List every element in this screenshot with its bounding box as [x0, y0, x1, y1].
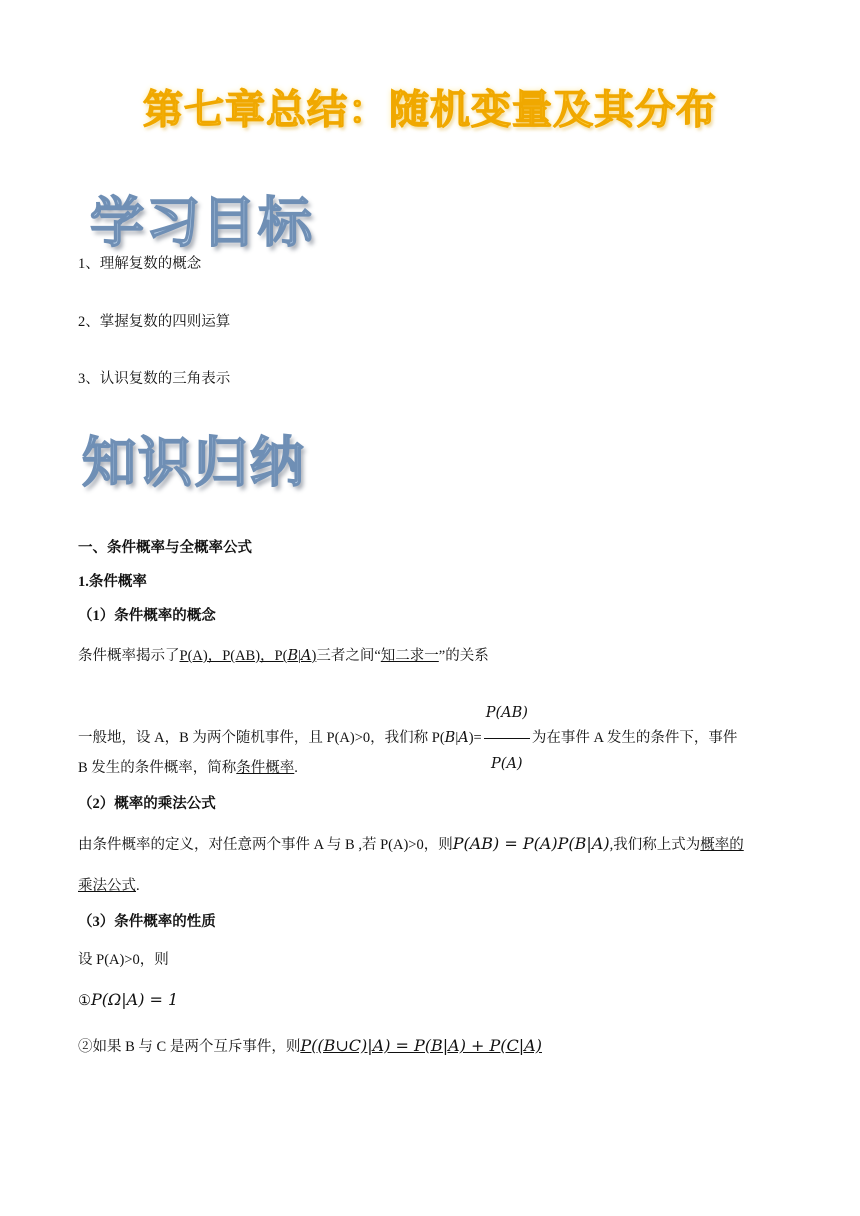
term-conditional-probability: 条件概率 [236, 760, 295, 776]
paragraph-multiplication [78, 834, 744, 855]
fraction [484, 690, 530, 787]
fraction-numerator: P(AB) [484, 690, 530, 739]
property-2: ②如果 B 与 C 是两个互斥事件，则P((B∪C)|A) = P(B|A) + P(C|A) [78, 1036, 542, 1055]
term-multiplication-rule-cont: 乘法公式 [78, 878, 136, 894]
subsection-heading: 1.条件概率 [78, 574, 147, 590]
objective-item: 1、理解复数的概念 [78, 256, 202, 272]
formula-multiplication: P(AB) = P(A)P(B|A) [452, 834, 610, 853]
property-1: ①P(Ω|A) = 1 [78, 990, 179, 1009]
term-quote: 知二求一 [380, 648, 439, 664]
text: 三者之间“ [316, 648, 381, 664]
objective-item: 2、掌握复数的四则运算 [78, 314, 231, 330]
term-probabilities: P(A)，P(AB)，P(B|A) [179, 648, 317, 664]
paragraph-definition-cont: B 发生的条件概率，简称条件概率. [78, 760, 298, 776]
term-multiplication-rule: 概率的 [700, 837, 744, 853]
item-heading: （2）概率的乘法公式 [78, 796, 216, 812]
text: 条件概率揭示了 [78, 648, 180, 664]
text: 一般地，设 A，B 为两个随机事件，且 P(A)>0，我们称 P( [78, 729, 445, 746]
text: 由条件概率的定义，对任意两个事件 A 与 B ,若 P(A)>0，则 [78, 837, 453, 853]
item-heading: （1）条件概率的概念 [78, 608, 216, 624]
section-heading: 一、条件概率与全概率公式 [78, 540, 252, 556]
paragraph-multiplication-cont: 乘法公式. [78, 878, 140, 894]
fraction-denominator: P(A) [491, 756, 523, 772]
item-heading: （3）条件概率的性质 [78, 914, 216, 930]
paragraph-assumption: 设 P(A)>0，则 [78, 952, 169, 968]
page-title: 第七章总结：随机变量及其分布 [143, 87, 717, 133]
paragraph-concept [78, 646, 489, 666]
paragraph-definition: 一般地，设 A，B 为两个随机事件，且 P(A)>0，我们称 P(B|A)= $\frac{P(AB)}{P(A)}$ 为在事件 A 发生的条件下，事件 [78, 690, 737, 787]
formula-property-1: P(Ω|A) = 1 [91, 990, 179, 1009]
formula-property-2: P((B∪C)|A) = P(B|A) + P(C|A) [300, 1036, 542, 1055]
text: ”的关系 [438, 648, 489, 664]
text: B 发生的条件概率，简称 [78, 760, 237, 776]
text: ,我们称上式为 [609, 837, 701, 853]
objectives-heading: 学习目标 [90, 191, 314, 254]
text: 为在事件 A 发生的条件下，事件 [531, 729, 738, 746]
knowledge-heading: 知识归纳 [82, 431, 306, 494]
objective-item: 3、认识复数的三角表示 [78, 371, 231, 387]
